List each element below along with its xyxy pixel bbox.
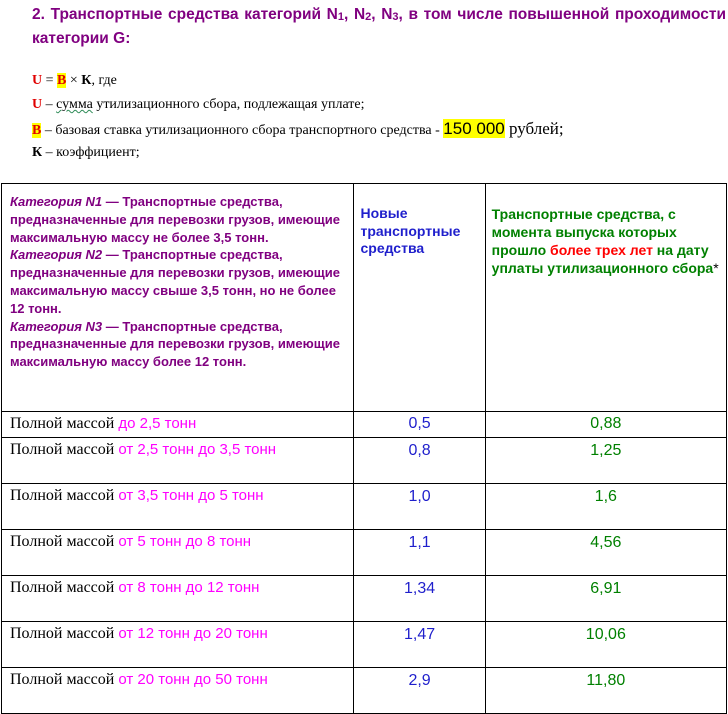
new-coefficient: 1,34 <box>354 576 485 622</box>
base-rate-amount: 150 000 <box>443 119 505 138</box>
section-heading: 2. Транспортные средства категорий $N_1$, $N_2$, $N_3$, в том числе повышенной проходимости категории G: <box>32 6 726 47</box>
table-row <box>2 530 727 576</box>
mass-range-label: Полной массой от 8 тонн до 12 тонн <box>2 576 354 622</box>
table-row <box>2 622 727 668</box>
mass-range-label: Полной массой от 20 тонн до 50 тонн <box>2 668 354 714</box>
table-row <box>2 412 727 438</box>
formula-b-definition: В – базовая ставка утилизационного сбора транспортного средства - 150 000 рублей; <box>32 119 564 138</box>
old-coefficient: 10,06 <box>485 622 726 668</box>
old-coefficient: 1,25 <box>485 438 726 484</box>
new-coefficient: 1,0 <box>354 484 485 530</box>
formula-block <box>32 69 722 165</box>
mass-range-label: Полной массой от 5 тонн до 8 тонн <box>2 530 354 576</box>
old-coefficient: 1,6 <box>485 484 726 530</box>
old-coefficient: 11,80 <box>485 668 726 714</box>
table-row <box>2 668 727 714</box>
formula-u-definition: U – сумма утилизационного сбора, подлежащая уплате; <box>32 97 365 112</box>
table-header-row <box>2 184 727 412</box>
new-coefficient: 1,47 <box>354 622 485 668</box>
old-coefficient: 4,56 <box>485 530 726 576</box>
new-coefficient: 2,9 <box>354 668 485 714</box>
old-coefficient: 0,88 <box>485 412 726 438</box>
mass-range-label: Полной массой от 3,5 тонн до 5 тонн <box>2 484 354 530</box>
formula-line: U = В × К, где <box>32 73 117 88</box>
mass-range-label: Полной массой от 12 тонн до 20 тонн <box>2 622 354 668</box>
table-row <box>2 484 727 530</box>
mass-range-label: Полной массой до 2,5 тонн <box>2 412 354 438</box>
table-row <box>2 438 727 484</box>
new-coefficient: 1,1 <box>354 530 485 576</box>
old-coefficient: 6,91 <box>485 576 726 622</box>
new-coefficient: 0,8 <box>354 438 485 484</box>
mass-range-label: Полной массой от 2,5 тонн до 3,5 тонн <box>2 438 354 484</box>
new-coefficient: 0,5 <box>354 412 485 438</box>
coefficient-table <box>1 183 727 714</box>
formula-k-definition: К – коэффициент; <box>32 145 140 160</box>
new-vehicles-header: Новые транспортные средства <box>354 184 485 412</box>
category-description-cell: Категория N1 — Транспортные средства, предназначенные для перевозки грузов, имеющие максимальную массу не более 3,5 тонн. Категория N2 — Транспортные средства, предназначенные для перевозки грузов, имеющие максимальную массу свыше 3,5 тонн, но не более 12 тонн. Категория N3 — Транспортные средства, предназначенные для перевозки грузов, имеющие максимальную массу более 12 тонн. <box>2 184 354 412</box>
table-row <box>2 576 727 622</box>
older-vehicles-header: Транспортные средства, с момента выпуска которых прошло более трех лет на дату уплаты утилизационного сбора* <box>485 184 726 412</box>
